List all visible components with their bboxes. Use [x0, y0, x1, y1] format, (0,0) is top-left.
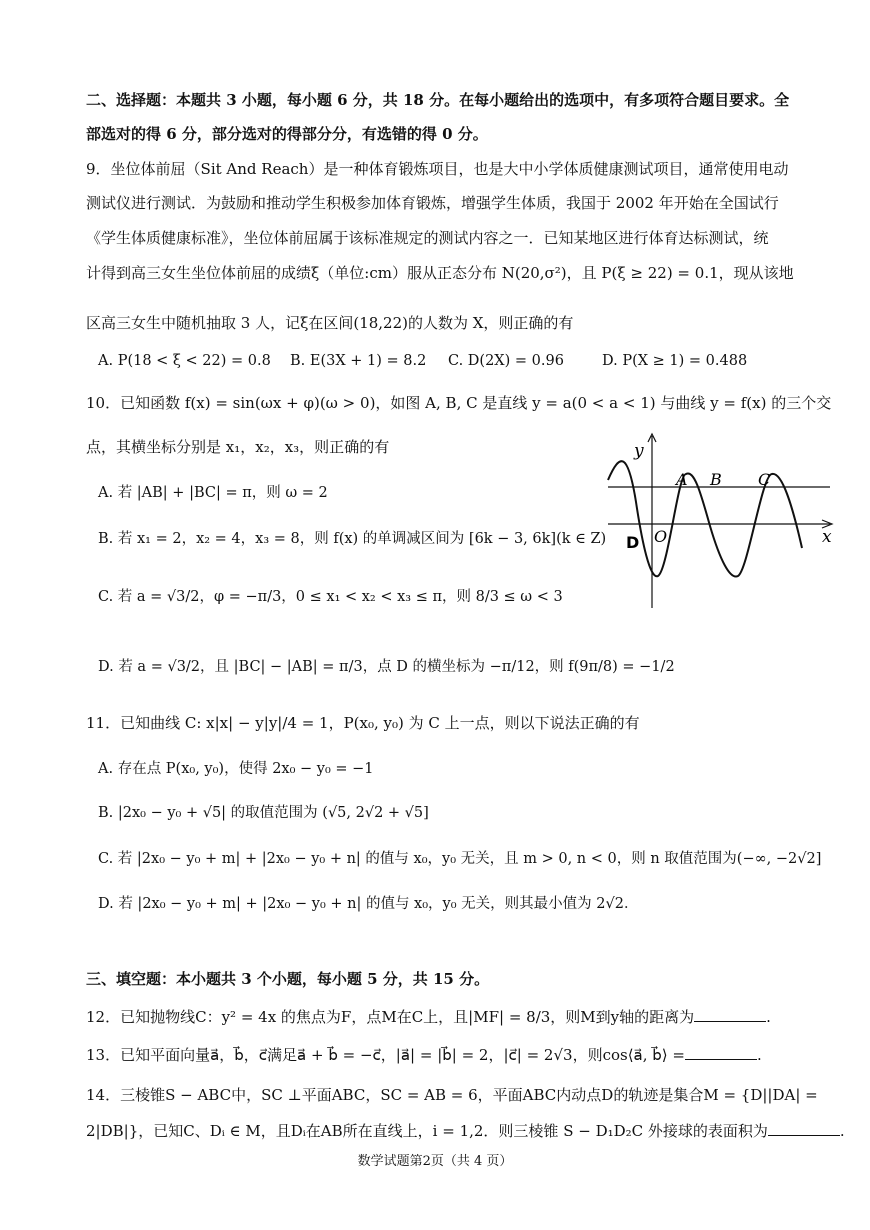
q11-option-a: A. 存在点 P(x₀, y₀)，使得 2x₀ − y₀ = −1: [98, 761, 374, 777]
q12-end: .: [766, 1008, 771, 1026]
q13-text: [86, 1044, 762, 1066]
page-footer: 数学试题第2页（共 4 页）: [357, 1154, 513, 1169]
q10-option-b: B. 若 x₁ = 2，x₂ = 4，x₃ = 8，则 f(x) 的单调减区间为 [6k − 3, 6k](k ∈ Z): [98, 531, 607, 547]
q11-option-c: C. 若 |2x₀ − y₀ + m| + |2x₀ − y₀ + n| 的值与 x₀，y₀ 无关，且 m > 0, n < 0，则 n 取值范围为(−∞, −2√2]: [98, 851, 822, 867]
q9-option-b: B. E(3X + 1) = 8.2: [290, 353, 427, 369]
q14-prompt: 2|DB|}，已知C、Dᵢ ∈ M，且Dᵢ在AB所在直线上，i = 1,2．则三棱锥 S − D₁D₂C 外接球的表面积为: [86, 1122, 768, 1140]
q10-option-a: A. 若 |AB| + |BC| = π，则 ω = 2: [98, 485, 328, 501]
q11-option-d: D. 若 |2x₀ − y₀ + m| + |2x₀ − y₀ + n| 的值与 x₀，y₀ 无关，则其最小值为 2√2．: [98, 896, 639, 912]
q12-answer-blank[interactable]: [694, 1007, 766, 1022]
point-c-label: C: [758, 470, 771, 489]
q9-option-c: C. D(2X) = 0.96: [448, 353, 564, 369]
sine-curve: [608, 461, 802, 576]
point-b-label: B: [710, 470, 722, 489]
q14-answer-blank[interactable]: [768, 1121, 840, 1136]
q13-prompt: 13．已知平面向量a⃗，b⃗，c⃗满足a⃗ + b⃗ = −c⃗，|a⃗| = |b⃗| = 2，|c⃗| = 2√3，则cos⟨a⃗, b⃗⟩ =: [86, 1046, 685, 1064]
q9-line5: 区高三女生中随机抽取 3 人，记ξ在区间(18,22)的人数为 X，则正确的有: [86, 314, 574, 332]
q11-line1: 11．已知曲线 C: x|x| − y|y|/4 = 1，P(x₀, y₀) 为 C 上一点，则以下说法正确的有: [86, 714, 640, 732]
section2-heading-line2: 部选对的得 6 分，部分选对的得部分分，有选错的得 0 分。: [86, 125, 488, 143]
q11-option-b: B. |2x₀ − y₀ + √5| 的取值范围为 (√5, 2√2 + √5]: [98, 805, 429, 821]
q13-answer-blank[interactable]: [685, 1045, 757, 1060]
x-axis-label: x: [822, 527, 832, 547]
q12-text: [86, 1006, 771, 1028]
q9-option-d: D. P(X ≥ 1) = 0.488: [602, 353, 748, 369]
q9-line4: 计得到高三女生坐位体前屈的成绩ξ（单位:cm）服从正态分布 N(20,σ²)，且 P(ξ ≥ 22) = 0.1，现从该地: [86, 264, 794, 282]
section3-heading: 三、填空题：本小题共 3 个小题，每小题 5 分，共 15 分。: [86, 970, 490, 988]
q9-line2: 测试仪进行测试．为鼓励和推动学生积极参加体育锻炼，增强学生体质，我国于 2002 年开始在全国试行: [86, 194, 779, 212]
point-d-label: D: [626, 533, 640, 552]
origin-label: O: [654, 527, 668, 546]
q14-line2: [86, 1120, 845, 1142]
q10-option-d: D. 若 a = √3/2，且 |BC| − |AB| = π/3，点 D 的横坐标为 −π/12，则 f(9π/8) = −1/2: [98, 659, 675, 675]
q14-end: .: [839, 1122, 845, 1140]
q9-option-a: A. P(18 < ξ < 22) = 0.8: [98, 353, 271, 369]
q9-line1: 9．坐位体前屈（Sit And Reach）是一种体育锻炼项目，也是大中小学体质健康测试项目，通常使用电动: [86, 160, 789, 178]
q13-end: .: [757, 1046, 762, 1064]
q9-line3: 《学生体质健康标准》，坐位体前屈属于该标准规定的测试内容之一．已知某地区进行体育达标测试，统: [86, 229, 769, 247]
q14-line1: 14．三棱锥S − ABC中，SC ⊥平面ABC，SC = AB = 6，平面ABC内动点D的轨迹是集合M = {D||DA| =: [86, 1086, 818, 1104]
q10-option-c: C. 若 a = √3/2，φ = −π/3，0 ≤ x₁ < x₂ < x₃ ≤ π，则 8/3 ≤ ω < 3: [98, 589, 563, 605]
sine-graph: [606, 430, 838, 610]
q12-prompt: 12．已知抛物线C：y² = 4x 的焦点为F，点M在C上，且|MF| = 8/3，则M到y轴的距离为: [86, 1008, 695, 1026]
q10-line2: 点，其横坐标分别是 x₁，x₂，x₃，则正确的有: [86, 438, 390, 456]
q10-line1: 10．已知函数 f(x) = sin(ωx + φ)(ω > 0)，如图 A, B, C 是直线 y = a(0 < a < 1) 与曲线 y = f(x) 的三个交: [86, 394, 832, 412]
y-axis-label: y: [634, 441, 644, 461]
section2-heading-line1: 二、选择题：本题共 3 小题，每小题 6 分，共 18 分。在每小题给出的选项中，有多项符合题目要求。全: [86, 91, 790, 109]
point-a-label: A: [676, 470, 688, 489]
